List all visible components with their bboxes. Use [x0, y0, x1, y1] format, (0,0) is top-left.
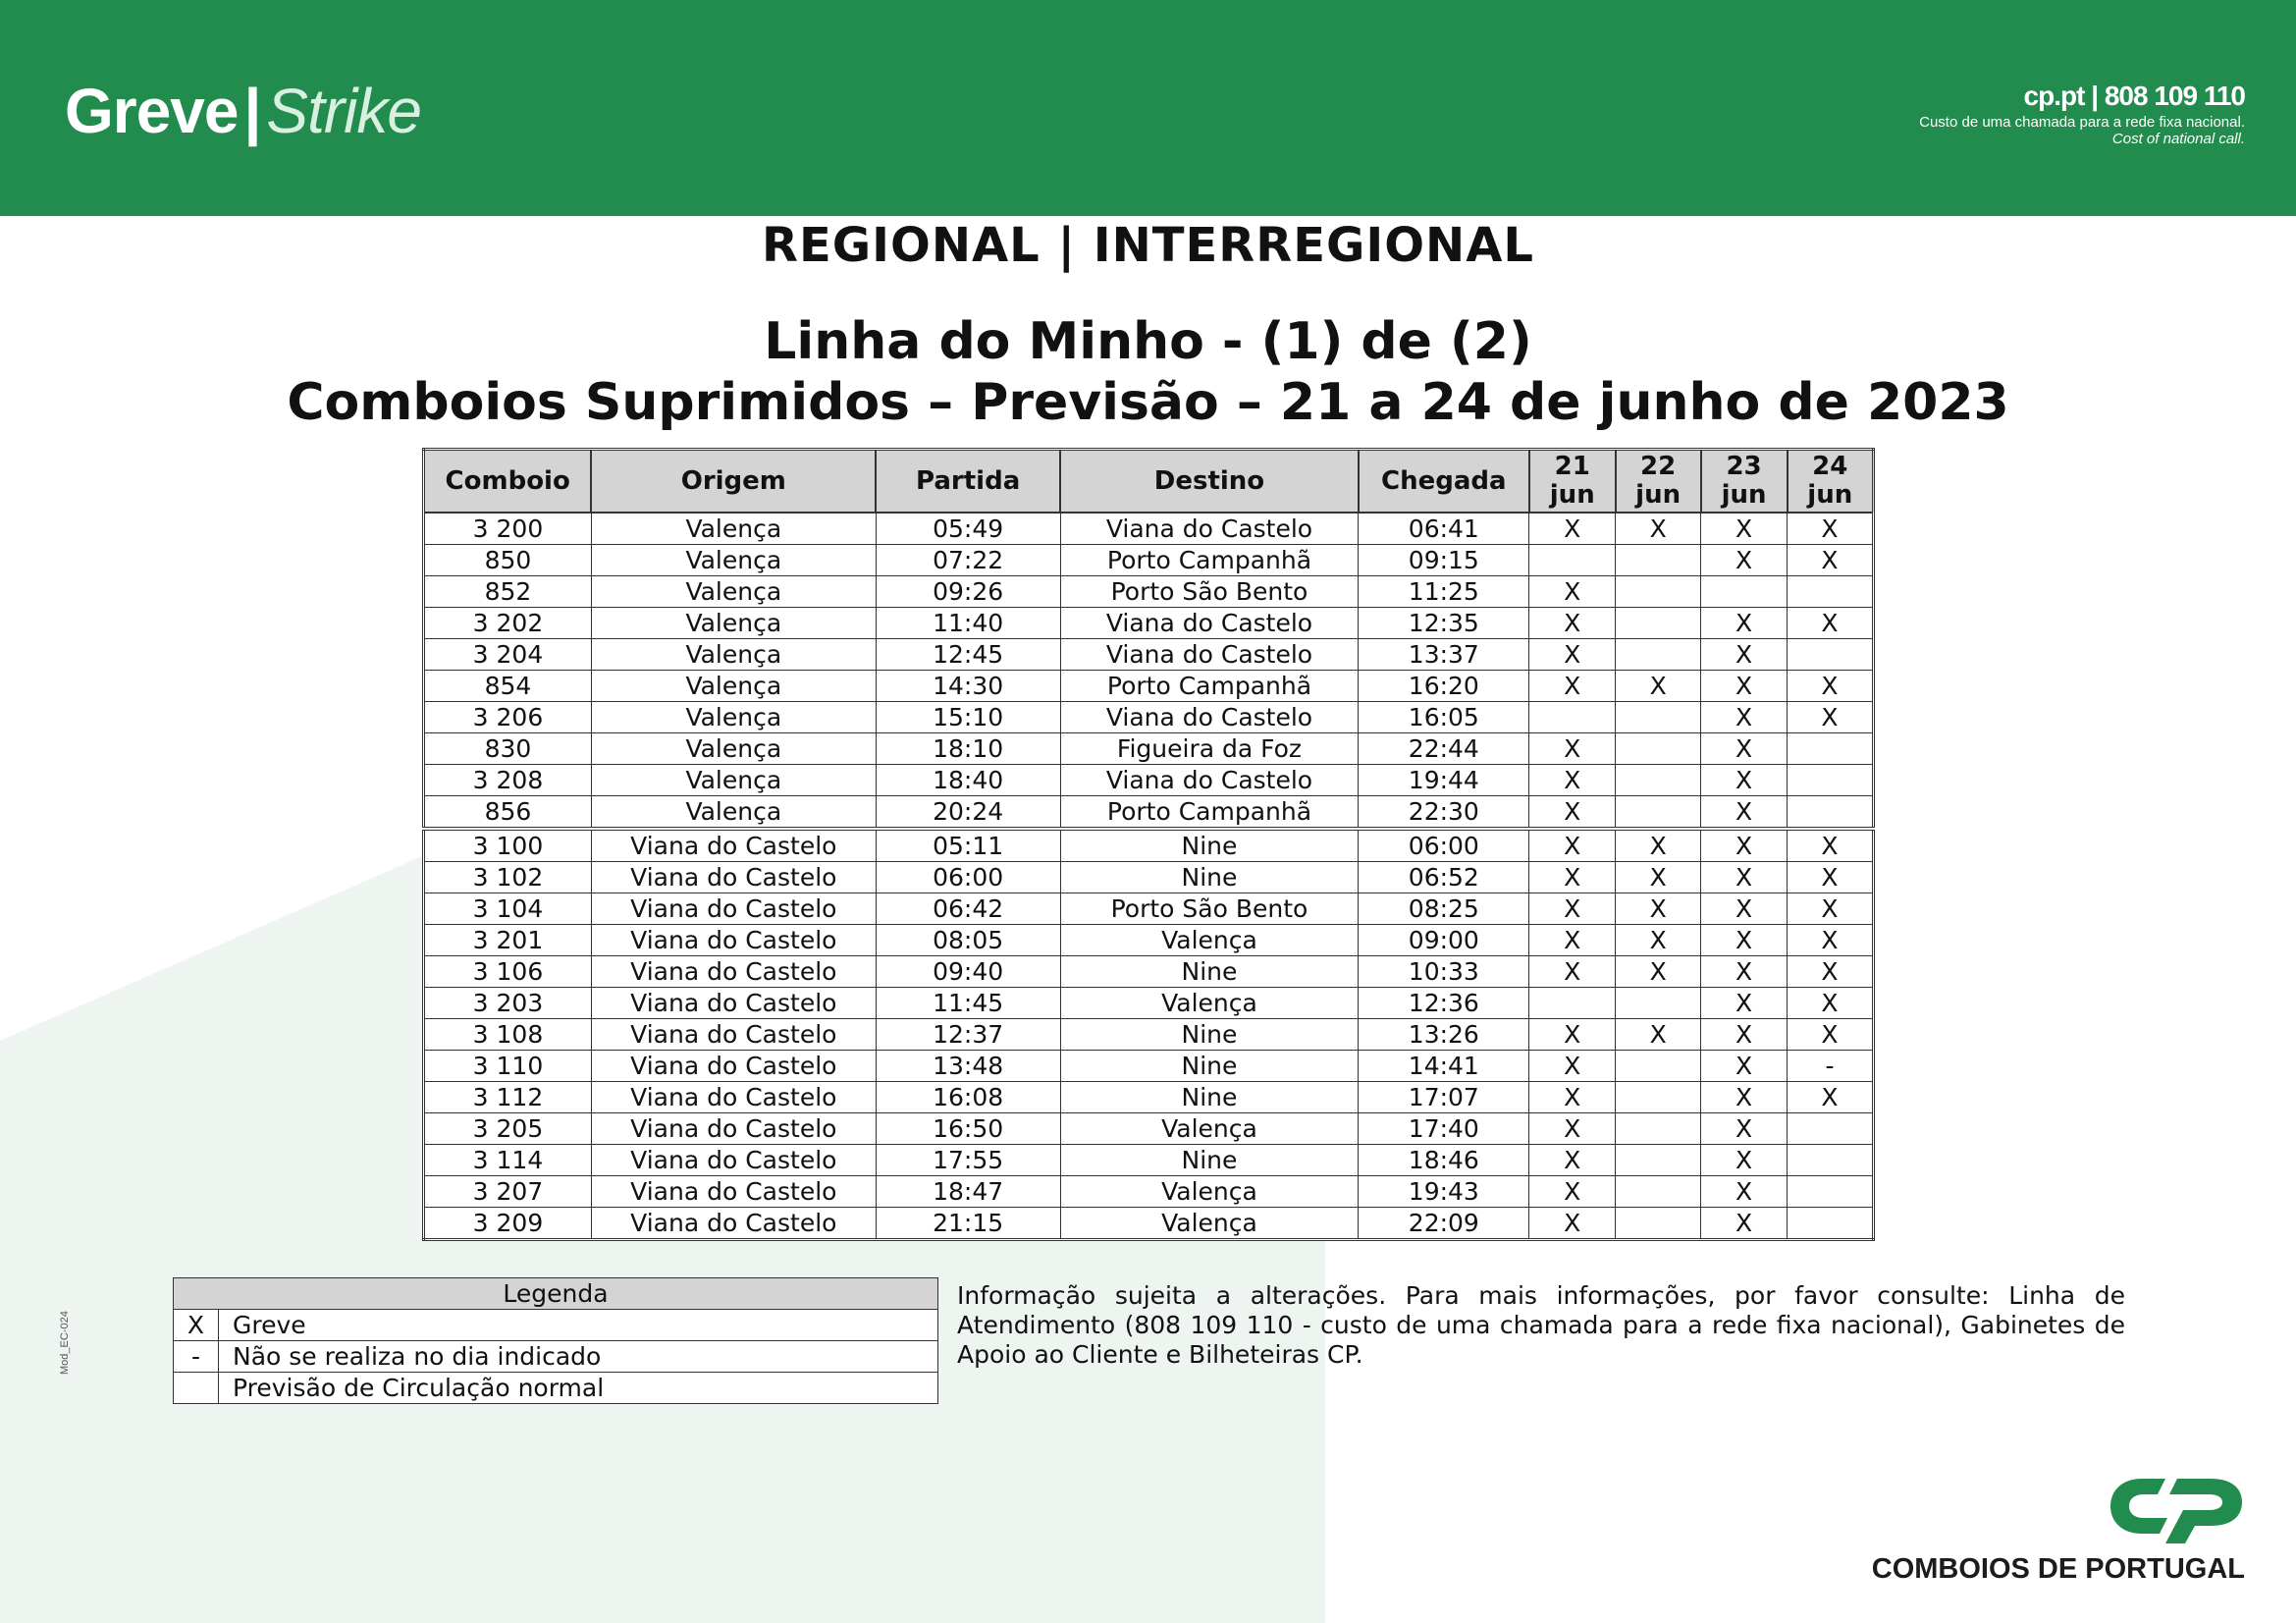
cell-partida: 18:10: [876, 733, 1060, 765]
cell-day-21: X: [1529, 1019, 1616, 1051]
cell-partida: 08:05: [876, 925, 1060, 956]
cell-comboio: 3 205: [424, 1113, 592, 1145]
cell-chegada: 11:25: [1359, 576, 1529, 608]
cell-origem: Valença: [591, 733, 876, 765]
cell-partida: 05:11: [876, 829, 1060, 862]
cell-day-24: X: [1788, 608, 1874, 639]
cell-destino: Valença: [1060, 1113, 1359, 1145]
day-number: 21: [1554, 452, 1590, 481]
cell-day-23: X: [1701, 1208, 1788, 1240]
contact-note-pt: Custo de uma chamada para a rede fixa nacional.: [1919, 114, 2245, 131]
cell-partida: 16:08: [876, 1082, 1060, 1113]
cell-partida: 11:45: [876, 988, 1060, 1019]
cell-chegada: 06:00: [1359, 829, 1529, 862]
cell-day-21: X: [1529, 1051, 1616, 1082]
cell-origem: Valença: [591, 765, 876, 796]
cell-partida: 17:55: [876, 1145, 1060, 1176]
company-name: COMBOIOS DE PORTUGAL: [1871, 1553, 2245, 1585]
brand-strike: Strike: [266, 76, 421, 146]
cell-chegada: 10:33: [1359, 956, 1529, 988]
cell-day-24: X: [1788, 988, 1874, 1019]
cell-destino: Viana do Castelo: [1060, 639, 1359, 671]
cell-partida: 16:50: [876, 1113, 1060, 1145]
cell-chegada: 08:25: [1359, 893, 1529, 925]
cell-origem: Viana do Castelo: [591, 1145, 876, 1176]
cell-comboio: 3 207: [424, 1176, 592, 1208]
cell-chegada: 09:15: [1359, 545, 1529, 576]
table-row: [424, 956, 1874, 988]
cell-chegada: 22:09: [1359, 1208, 1529, 1240]
brand-separator: |: [243, 76, 261, 146]
col-header-day-21: [1529, 450, 1616, 514]
cell-comboio: 3 206: [424, 702, 592, 733]
cell-comboio: 3 110: [424, 1051, 592, 1082]
cell-comboio: 3 102: [424, 862, 592, 893]
table-row: [424, 1113, 1874, 1145]
table-row: [424, 1176, 1874, 1208]
cell-origem: Viana do Castelo: [591, 956, 876, 988]
col-header-chegada: Chegada: [1359, 450, 1529, 514]
cell-partida: 14:30: [876, 671, 1060, 702]
cell-destino: Viana do Castelo: [1060, 765, 1359, 796]
day-month: jun: [1807, 480, 1853, 510]
cell-chegada: 19:43: [1359, 1176, 1529, 1208]
cell-day-21: X: [1529, 765, 1616, 796]
cell-destino: Valença: [1060, 988, 1359, 1019]
table-row: [424, 1145, 1874, 1176]
cell-day-23: X: [1701, 1113, 1788, 1145]
page-subtitle: Comboios Suprimidos – Previsão – 21 a 24 de junho de 2023: [287, 373, 2009, 432]
cell-origem: Viana do Castelo: [591, 1208, 876, 1240]
cell-day-21: X: [1529, 513, 1616, 545]
cell-chegada: 19:44: [1359, 765, 1529, 796]
table-row: [424, 671, 1874, 702]
cell-day-22: [1616, 576, 1701, 608]
cell-day-23: X: [1701, 513, 1788, 545]
cell-origem: Viana do Castelo: [591, 1176, 876, 1208]
cell-destino: Nine: [1060, 1082, 1359, 1113]
cell-destino: Nine: [1060, 829, 1359, 862]
contact-phone: cp.pt | 808 109 110: [2023, 81, 2245, 111]
cell-chegada: 16:05: [1359, 702, 1529, 733]
cell-day-21: X: [1529, 1082, 1616, 1113]
cell-partida: 06:42: [876, 893, 1060, 925]
table-row: [424, 1082, 1874, 1113]
cell-day-24: [1788, 733, 1874, 765]
cell-partida: 12:45: [876, 639, 1060, 671]
cell-day-21: [1529, 545, 1616, 576]
cell-comboio: 3 112: [424, 1082, 592, 1113]
cell-comboio: 850: [424, 545, 592, 576]
cell-day-22: X: [1616, 1019, 1701, 1051]
cp-logo-icon: [2109, 1471, 2244, 1545]
cell-day-21: [1529, 702, 1616, 733]
cell-day-22: [1616, 608, 1701, 639]
cell-chegada: 13:26: [1359, 1019, 1529, 1051]
cell-chegada: 22:44: [1359, 733, 1529, 765]
cell-chegada: 06:52: [1359, 862, 1529, 893]
cell-origem: Valença: [591, 796, 876, 830]
table-row: [424, 893, 1874, 925]
cell-day-24: X: [1788, 862, 1874, 893]
cell-origem: Valença: [591, 608, 876, 639]
cell-day-22: [1616, 765, 1701, 796]
cell-day-21: X: [1529, 925, 1616, 956]
col-header-origem: Origem: [591, 450, 876, 514]
cell-day-24: [1788, 1176, 1874, 1208]
table-row: [424, 702, 1874, 733]
table-row: [424, 796, 1874, 830]
cell-day-23: X: [1701, 988, 1788, 1019]
cell-day-23: X: [1701, 733, 1788, 765]
cell-comboio: 3 203: [424, 988, 592, 1019]
cell-day-21: X: [1529, 576, 1616, 608]
cell-partida: 20:24: [876, 796, 1060, 830]
cell-comboio: 852: [424, 576, 592, 608]
cell-day-24: X: [1788, 893, 1874, 925]
cell-origem: Viana do Castelo: [591, 1113, 876, 1145]
cell-day-22: X: [1616, 893, 1701, 925]
cell-day-21: X: [1529, 829, 1616, 862]
cell-destino: Nine: [1060, 862, 1359, 893]
table-row: [424, 513, 1874, 545]
legend-item: [174, 1373, 938, 1404]
cell-destino: Viana do Castelo: [1060, 702, 1359, 733]
legend-text: Previsão de Circulação normal: [219, 1373, 938, 1404]
cell-comboio: 3 106: [424, 956, 592, 988]
cell-origem: Valença: [591, 545, 876, 576]
day-month: jun: [1635, 480, 1682, 510]
cell-day-22: X: [1616, 925, 1701, 956]
info-text: Informação sujeita a alterações. Para mais informações, por favor consulte: Linha de Atendimento (808 109 110 - custo de uma chamada para a rede fixa nacional), Gabinetes de Apoio ao Cliente e Bilheteiras CP.: [957, 1281, 2125, 1369]
cell-day-23: X: [1701, 639, 1788, 671]
col-header-comboio: Comboio: [424, 450, 592, 514]
cell-day-21: X: [1529, 862, 1616, 893]
cell-comboio: 3 204: [424, 639, 592, 671]
cell-origem: Valença: [591, 513, 876, 545]
table-row: [424, 862, 1874, 893]
cell-day-21: X: [1529, 956, 1616, 988]
cell-day-24: X: [1788, 513, 1874, 545]
legend-table: [173, 1277, 938, 1404]
cell-day-22: [1616, 1176, 1701, 1208]
cell-day-23: X: [1701, 608, 1788, 639]
cell-chegada: 12:35: [1359, 608, 1529, 639]
cell-day-22: X: [1616, 956, 1701, 988]
cell-destino: Porto Campanhã: [1060, 671, 1359, 702]
cell-day-23: X: [1701, 862, 1788, 893]
table-row: [424, 639, 1874, 671]
cell-origem: Viana do Castelo: [591, 893, 876, 925]
table-row: [424, 1019, 1874, 1051]
cell-origem: Viana do Castelo: [591, 1019, 876, 1051]
cell-day-21: X: [1529, 796, 1616, 830]
cell-day-22: [1616, 639, 1701, 671]
cell-origem: Valença: [591, 639, 876, 671]
table-row: [424, 765, 1874, 796]
cell-partida: 05:49: [876, 513, 1060, 545]
table-row: [424, 1051, 1874, 1082]
cell-day-23: X: [1701, 1051, 1788, 1082]
table-row: [424, 733, 1874, 765]
cell-day-24: X: [1788, 925, 1874, 956]
cell-partida: 13:48: [876, 1051, 1060, 1082]
cell-partida: 12:37: [876, 1019, 1060, 1051]
cell-day-21: X: [1529, 608, 1616, 639]
cell-chegada: 12:36: [1359, 988, 1529, 1019]
cell-chegada: 13:37: [1359, 639, 1529, 671]
cell-comboio: 3 104: [424, 893, 592, 925]
cell-chegada: 16:20: [1359, 671, 1529, 702]
cell-destino: Figueira da Foz: [1060, 733, 1359, 765]
cell-comboio: 854: [424, 671, 592, 702]
cell-destino: Nine: [1060, 1145, 1359, 1176]
cell-partida: 21:15: [876, 1208, 1060, 1240]
legend-symbol: X: [174, 1310, 219, 1341]
cell-day-24: [1788, 576, 1874, 608]
cell-day-23: X: [1701, 1082, 1788, 1113]
cell-partida: 06:00: [876, 862, 1060, 893]
cell-day-23: X: [1701, 796, 1788, 830]
cell-day-23: X: [1701, 765, 1788, 796]
cell-destino: Porto Campanhã: [1060, 796, 1359, 830]
cell-day-24: [1788, 1113, 1874, 1145]
cell-comboio: 3 108: [424, 1019, 592, 1051]
col-header-partida: Partida: [876, 450, 1060, 514]
line-title: Linha do Minho - (1) de (2): [764, 312, 1532, 371]
cell-day-24: X: [1788, 702, 1874, 733]
cell-day-23: [1701, 576, 1788, 608]
col-header-day-22: [1616, 450, 1701, 514]
table-row: [424, 576, 1874, 608]
cell-destino: Viana do Castelo: [1060, 513, 1359, 545]
cell-chegada: 18:46: [1359, 1145, 1529, 1176]
table-header-row: [424, 450, 1874, 514]
cell-day-22: X: [1616, 671, 1701, 702]
cell-comboio: 3 209: [424, 1208, 592, 1240]
cell-chegada: 09:00: [1359, 925, 1529, 956]
col-header-day-23: [1701, 450, 1788, 514]
cell-partida: 09:40: [876, 956, 1060, 988]
cell-day-21: X: [1529, 1176, 1616, 1208]
cell-day-21: X: [1529, 1208, 1616, 1240]
cell-day-23: X: [1701, 545, 1788, 576]
legend-text: Não se realiza no dia indicado: [219, 1341, 938, 1373]
cell-chegada: 14:41: [1359, 1051, 1529, 1082]
cell-origem: Valença: [591, 576, 876, 608]
cell-origem: Valença: [591, 702, 876, 733]
cell-partida: 18:40: [876, 765, 1060, 796]
cell-origem: Viana do Castelo: [591, 988, 876, 1019]
cell-day-22: X: [1616, 829, 1701, 862]
cell-day-21: X: [1529, 671, 1616, 702]
contact-note-en: Cost of national call.: [2111, 131, 2245, 147]
cell-origem: Viana do Castelo: [591, 1082, 876, 1113]
cell-day-24: X: [1788, 829, 1874, 862]
cell-day-24: [1788, 1145, 1874, 1176]
schedule-table: [422, 448, 1875, 1241]
cell-day-24: [1788, 1208, 1874, 1240]
cell-origem: Viana do Castelo: [591, 925, 876, 956]
cell-destino: Valença: [1060, 1176, 1359, 1208]
model-reference: Mod_EC-024: [59, 1311, 71, 1375]
day-month: jun: [1549, 480, 1595, 510]
cell-day-22: X: [1616, 513, 1701, 545]
cell-partida: 18:47: [876, 1176, 1060, 1208]
cell-day-23: X: [1701, 956, 1788, 988]
cell-destino: Porto Campanhã: [1060, 545, 1359, 576]
brand-title: [65, 75, 421, 147]
cell-day-21: X: [1529, 639, 1616, 671]
cell-day-22: [1616, 1113, 1701, 1145]
cell-day-22: [1616, 1051, 1701, 1082]
cell-day-23: X: [1701, 925, 1788, 956]
table-row: [424, 1208, 1874, 1240]
cell-partida: 09:26: [876, 576, 1060, 608]
cell-day-23: X: [1701, 671, 1788, 702]
day-number: 22: [1640, 452, 1677, 481]
cell-day-22: [1616, 988, 1701, 1019]
cell-comboio: 3 201: [424, 925, 592, 956]
schedule-body: [424, 513, 1874, 1240]
legend-text: Greve: [219, 1310, 938, 1341]
cell-destino: Valença: [1060, 1208, 1359, 1240]
cell-day-24: [1788, 765, 1874, 796]
table-row: [424, 988, 1874, 1019]
legend-title: Legenda: [174, 1278, 938, 1310]
cell-destino: Nine: [1060, 1019, 1359, 1051]
cell-destino: Porto São Bento: [1060, 576, 1359, 608]
header-banner: [0, 0, 2296, 216]
category-title: REGIONAL | INTERREGIONAL: [762, 218, 1534, 273]
cell-origem: Viana do Castelo: [591, 1051, 876, 1082]
cell-comboio: 3 202: [424, 608, 592, 639]
day-month: jun: [1721, 480, 1767, 510]
contact-info: [1919, 81, 2245, 147]
cell-destino: Viana do Castelo: [1060, 608, 1359, 639]
brand-greve: Greve: [65, 76, 239, 146]
cell-day-23: X: [1701, 1145, 1788, 1176]
cell-origem: Valença: [591, 671, 876, 702]
table-row: [424, 829, 1874, 862]
cell-day-22: [1616, 1145, 1701, 1176]
col-header-destino: Destino: [1060, 450, 1359, 514]
cell-destino: Porto São Bento: [1060, 893, 1359, 925]
cell-day-23: X: [1701, 829, 1788, 862]
cell-comboio: 3 208: [424, 765, 592, 796]
table-row: [424, 925, 1874, 956]
cell-day-23: X: [1701, 893, 1788, 925]
day-number: 23: [1726, 452, 1762, 481]
cell-day-24: X: [1788, 1082, 1874, 1113]
cell-day-24: [1788, 796, 1874, 830]
cell-partida: 11:40: [876, 608, 1060, 639]
cell-day-21: X: [1529, 1113, 1616, 1145]
cell-day-24: X: [1788, 956, 1874, 988]
cell-day-22: X: [1616, 862, 1701, 893]
cell-comboio: 3 200: [424, 513, 592, 545]
cell-comboio: 3 114: [424, 1145, 592, 1176]
legend-symbol: -: [174, 1341, 219, 1373]
cell-day-22: [1616, 702, 1701, 733]
cell-day-24: X: [1788, 671, 1874, 702]
cell-chegada: 22:30: [1359, 796, 1529, 830]
cell-day-21: X: [1529, 733, 1616, 765]
cell-comboio: 856: [424, 796, 592, 830]
day-number: 24: [1812, 452, 1848, 481]
cell-origem: Viana do Castelo: [591, 829, 876, 862]
cell-chegada: 17:40: [1359, 1113, 1529, 1145]
cell-comboio: 830: [424, 733, 592, 765]
cell-comboio: 3 100: [424, 829, 592, 862]
cell-day-22: [1616, 796, 1701, 830]
cell-origem: Viana do Castelo: [591, 862, 876, 893]
cell-partida: 15:10: [876, 702, 1060, 733]
cell-partida: 07:22: [876, 545, 1060, 576]
cell-day-24: [1788, 639, 1874, 671]
table-row: [424, 608, 1874, 639]
cell-chegada: 06:41: [1359, 513, 1529, 545]
cell-day-24: X: [1788, 1019, 1874, 1051]
cell-day-21: X: [1529, 893, 1616, 925]
cell-day-22: [1616, 1082, 1701, 1113]
cell-chegada: 17:07: [1359, 1082, 1529, 1113]
cell-day-23: X: [1701, 1019, 1788, 1051]
cell-day-23: X: [1701, 1176, 1788, 1208]
cell-day-22: [1616, 733, 1701, 765]
legend-symbol: [174, 1373, 219, 1404]
cell-destino: Valença: [1060, 925, 1359, 956]
cell-day-22: [1616, 545, 1701, 576]
legend-item: [174, 1310, 938, 1341]
table-row: [424, 545, 1874, 576]
cell-day-23: X: [1701, 702, 1788, 733]
cell-day-24: -: [1788, 1051, 1874, 1082]
col-header-day-24: [1788, 450, 1874, 514]
cell-destino: Nine: [1060, 1051, 1359, 1082]
cell-day-21: [1529, 988, 1616, 1019]
cell-day-24: X: [1788, 545, 1874, 576]
cell-day-21: X: [1529, 1145, 1616, 1176]
legend-item: [174, 1341, 938, 1373]
cell-destino: Nine: [1060, 956, 1359, 988]
cell-day-22: [1616, 1208, 1701, 1240]
